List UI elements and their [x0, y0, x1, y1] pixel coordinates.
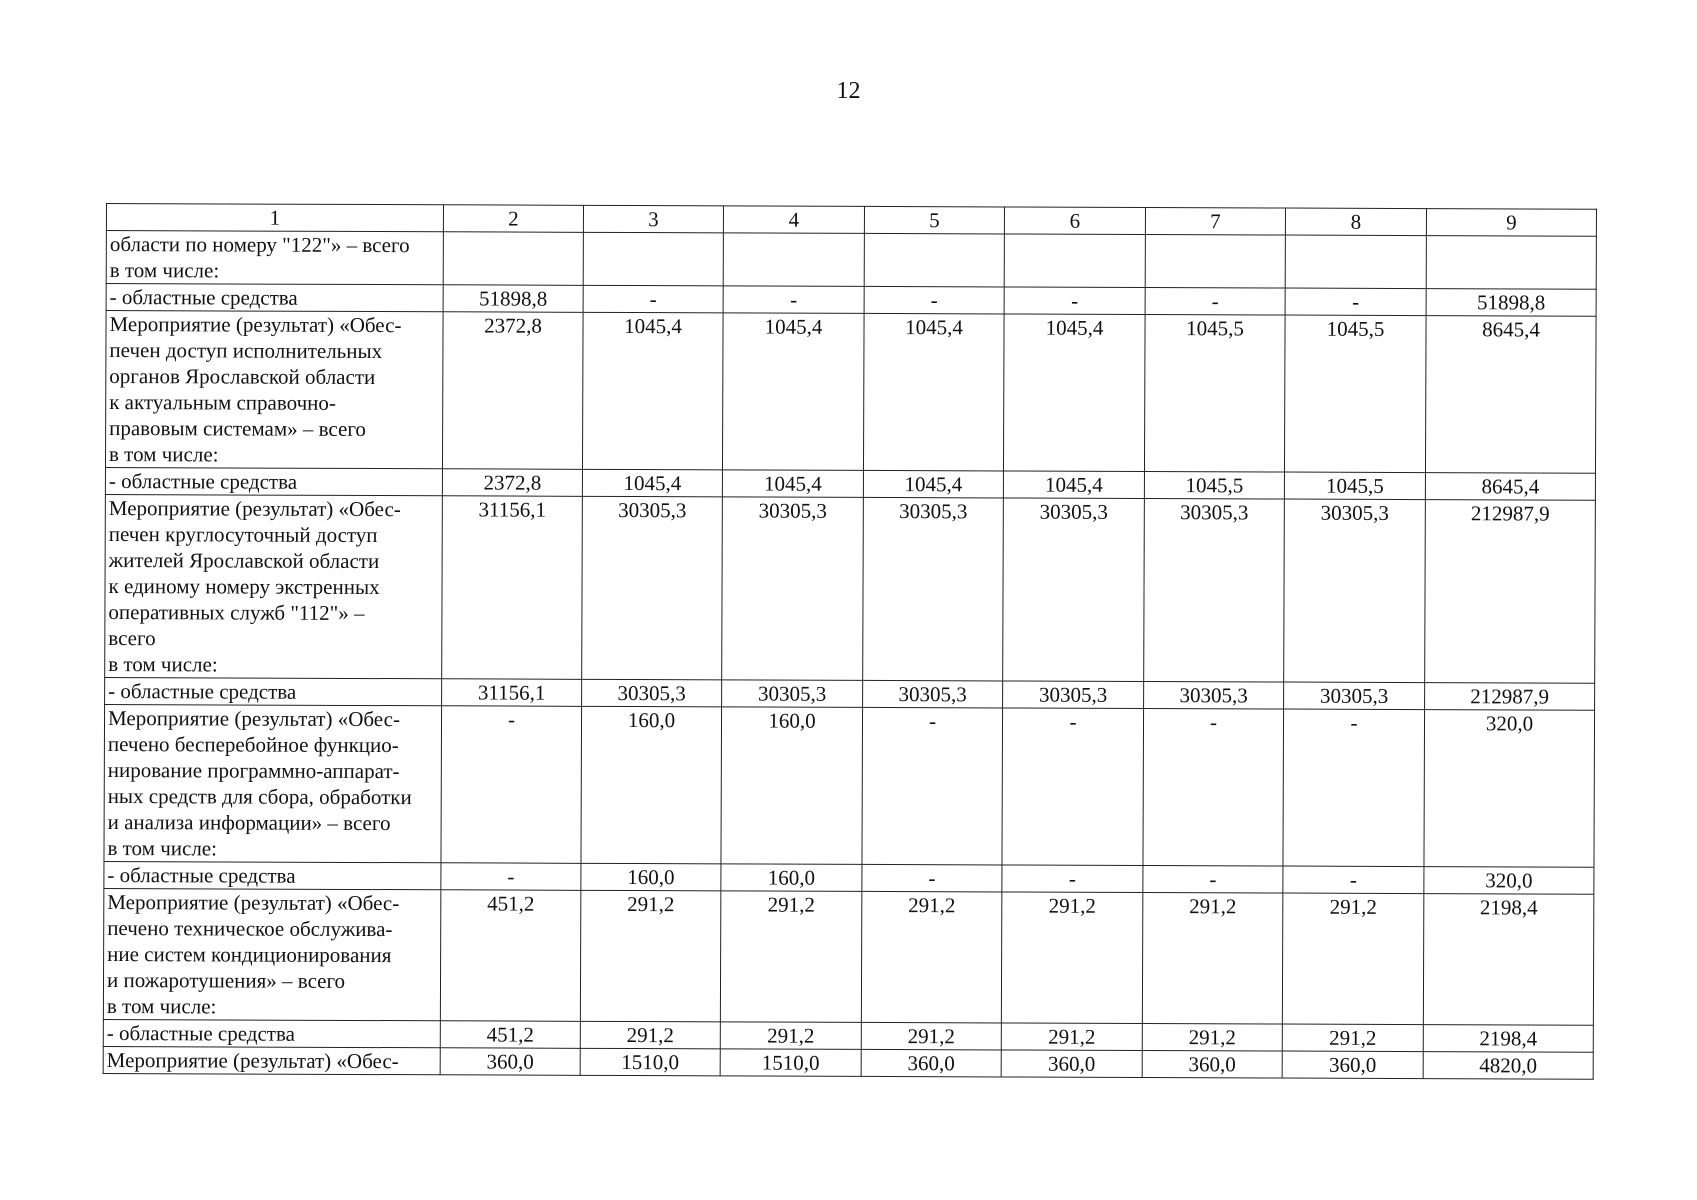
row-name-cell	[104, 861, 441, 889]
row-name-line: печено техническое обслужива-	[107, 916, 393, 942]
value-cell: 160,0	[581, 863, 721, 891]
row-name-line: Мероприятие (результат) «Обес-	[107, 890, 400, 916]
value-cell: 2198,4	[1423, 1025, 1593, 1053]
value-cell: 291,2	[861, 891, 1002, 1023]
value-cell: 291,2	[580, 1021, 720, 1049]
value-cell: 291,2	[580, 890, 721, 1022]
value-cell: 30305,3	[722, 680, 863, 708]
value-cell: -	[1145, 287, 1285, 315]
row-name-cell	[105, 311, 443, 469]
activity-row	[106, 231, 1596, 290]
column-number-cell: 9	[1426, 209, 1596, 237]
column-number-cell: 8	[1285, 208, 1426, 236]
value-cell: -	[1143, 865, 1283, 893]
activity-row	[105, 494, 1596, 683]
value-cell: 30305,3	[1144, 498, 1285, 682]
value-cell: 1045,4	[722, 470, 863, 498]
row-name-line: - областные средства	[109, 285, 298, 310]
row-name-line: ние систем кондиционирования	[107, 942, 392, 968]
value-cell: 8645,4	[1425, 316, 1596, 474]
row-name-line: всего	[108, 626, 156, 651]
row-name-cell	[103, 1019, 440, 1047]
row-name-line: в том числе:	[108, 442, 219, 467]
row-name-line: и анализа информации» – всего	[107, 810, 391, 836]
column-number-cell: 6	[1004, 207, 1145, 235]
value-cell	[583, 232, 723, 286]
value-cell	[1426, 236, 1596, 290]
row-name-line: Мероприятие (результат) «Обес-	[109, 312, 402, 338]
activity-row	[105, 311, 1596, 474]
value-cell: -	[1004, 287, 1145, 315]
value-cell: 30305,3	[582, 679, 722, 707]
row-name-line: правовым системам» – всего	[109, 416, 366, 441]
value-cell: 451,2	[440, 890, 581, 1022]
value-cell: 30305,3	[582, 496, 723, 680]
value-cell: -	[723, 286, 864, 314]
value-cell: -	[864, 286, 1004, 314]
value-cell: 4820,0	[1423, 1052, 1593, 1080]
value-cell	[723, 233, 864, 287]
row-name-line: - областные средства	[108, 469, 298, 494]
value-cell	[864, 233, 1004, 287]
column-number-cell: 4	[723, 206, 864, 234]
row-name-cell	[105, 494, 443, 678]
column-number-cell: 1	[106, 204, 443, 232]
value-cell: 2372,8	[442, 312, 583, 470]
budget-table-body	[103, 204, 1596, 1080]
budget-table	[103, 203, 1597, 1080]
value-cell: 360,0	[1001, 1050, 1142, 1078]
value-cell: 31156,1	[442, 496, 583, 680]
value-cell: 30305,3	[1284, 499, 1426, 683]
value-cell: 160,0	[581, 706, 722, 864]
value-cell: 1510,0	[720, 1049, 861, 1077]
value-cell: 291,2	[1282, 1024, 1423, 1052]
row-name-line: и пожаротушения» – всего	[106, 968, 346, 993]
value-cell	[1145, 234, 1285, 288]
value-cell: 1045,4	[582, 469, 722, 497]
row-name-cell	[104, 704, 442, 862]
row-name-line: нирование программно-аппарат-	[107, 758, 400, 784]
column-number-cell: 5	[864, 206, 1004, 234]
value-cell: 291,2	[861, 1022, 1001, 1050]
page-number: 12	[836, 78, 861, 104]
value-cell: -	[1002, 865, 1143, 893]
value-cell: 160,0	[721, 707, 863, 865]
value-cell: 360,0	[861, 1049, 1001, 1077]
value-cell: 31156,1	[442, 679, 582, 707]
row-name-line: к единому номеру экстренных	[108, 574, 380, 600]
value-cell	[1285, 235, 1426, 289]
value-cell: 320,0	[1424, 710, 1595, 868]
row-name-cell	[106, 231, 443, 285]
row-name-cell	[105, 677, 442, 705]
column-number-cell: 3	[583, 205, 723, 233]
value-cell	[443, 232, 583, 286]
value-cell: 30305,3	[863, 680, 1003, 708]
row-name-line: печен доступ исполнительных	[109, 338, 383, 364]
value-cell: 2372,8	[442, 469, 582, 497]
row-name-line: органов Ярославской области	[109, 364, 376, 390]
row-name-line: к актуальным справочно-	[109, 390, 336, 415]
value-cell: 1045,4	[1003, 314, 1145, 472]
row-name-line: в том числе:	[106, 994, 217, 1019]
value-cell: -	[1002, 708, 1144, 866]
value-cell: 51898,8	[443, 285, 583, 313]
value-cell: -	[862, 864, 1002, 892]
value-cell: 1045,5	[1284, 472, 1425, 500]
value-cell: 291,2	[1142, 1023, 1282, 1051]
row-name-cell	[103, 888, 441, 1020]
value-cell: -	[1283, 866, 1424, 894]
row-name-line: жителей Ярославской области	[108, 548, 380, 574]
value-cell: 360,0	[440, 1048, 580, 1076]
activity-row	[103, 1046, 1593, 1079]
value-cell: 291,2	[1282, 893, 1424, 1025]
row-name-line: в том числе:	[109, 258, 220, 283]
value-cell: 291,2	[720, 891, 862, 1023]
value-cell: -	[1285, 288, 1426, 316]
row-name-line: - областные средства	[108, 679, 297, 704]
row-name-line: - областные средства	[106, 1021, 295, 1046]
value-cell: 320,0	[1424, 867, 1594, 895]
value-cell: 1045,4	[1003, 471, 1144, 499]
value-cell: 291,2	[1001, 1023, 1142, 1051]
value-cell: 51898,8	[1426, 289, 1596, 317]
value-cell	[1004, 234, 1145, 288]
value-cell: 1510,0	[580, 1048, 720, 1076]
row-name-line: Мероприятие (результат) «Обес-	[107, 706, 401, 732]
row-name-line: в том числе:	[107, 836, 218, 861]
value-cell: 291,2	[1001, 892, 1143, 1024]
row-name-line: области по номеру "122"» – всего	[109, 232, 410, 258]
row-name-line: Мероприятие (результат) «Обес-	[106, 1048, 399, 1074]
row-name-line: Мероприятие (результат) «Обес-	[108, 496, 401, 522]
value-cell: 1045,4	[582, 312, 723, 470]
value-cell: -	[441, 863, 581, 891]
value-cell: 1045,4	[722, 313, 864, 471]
value-cell: -	[1283, 709, 1425, 867]
row-name-line: печен круглосуточный доступ	[108, 522, 378, 548]
value-cell: -	[441, 706, 582, 864]
value-cell: 1045,4	[863, 313, 1004, 471]
value-cell: 30305,3	[1284, 682, 1425, 710]
row-name-cell	[105, 467, 442, 495]
column-number-cell: 7	[1145, 207, 1285, 235]
column-number-cell: 2	[443, 205, 583, 233]
value-cell: 291,2	[720, 1022, 861, 1050]
value-cell: 1045,5	[1144, 314, 1285, 472]
budget-table-container	[103, 203, 1596, 1080]
value-cell: 30305,3	[722, 497, 864, 681]
row-name-line: - областные средства	[107, 863, 296, 888]
value-cell: 8645,4	[1425, 473, 1595, 501]
value-cell: 160,0	[721, 864, 862, 892]
value-cell: 1045,5	[1284, 315, 1426, 473]
value-cell: 212987,9	[1425, 500, 1596, 684]
value-cell: 30305,3	[1003, 681, 1144, 709]
value-cell: 212987,9	[1425, 683, 1595, 711]
value-cell: 30305,3	[863, 497, 1004, 681]
row-name-cell	[103, 1046, 440, 1074]
value-cell: 360,0	[1142, 1050, 1282, 1078]
row-name-line: печено бесперебойное функцио-	[107, 732, 399, 758]
row-name-line: ных средств для сбора, обработки	[107, 784, 412, 810]
activity-row	[104, 704, 1595, 867]
value-cell: 451,2	[440, 1021, 580, 1049]
value-cell: 360,0	[1282, 1051, 1423, 1079]
value-cell: 1045,4	[863, 470, 1003, 498]
row-name-line: в том числе:	[108, 652, 218, 677]
row-name-line: оперативных служб "112"» –	[108, 600, 365, 625]
value-cell: -	[862, 707, 1003, 865]
value-cell: 30305,3	[1144, 681, 1284, 709]
value-cell: 2198,4	[1423, 894, 1594, 1026]
value-cell: 30305,3	[1003, 498, 1145, 682]
value-cell: -	[583, 285, 723, 313]
activity-row	[103, 888, 1593, 1025]
value-cell: 291,2	[1142, 892, 1283, 1024]
value-cell: -	[1143, 708, 1284, 866]
row-name-cell	[106, 284, 443, 312]
value-cell: 1045,5	[1144, 471, 1284, 499]
